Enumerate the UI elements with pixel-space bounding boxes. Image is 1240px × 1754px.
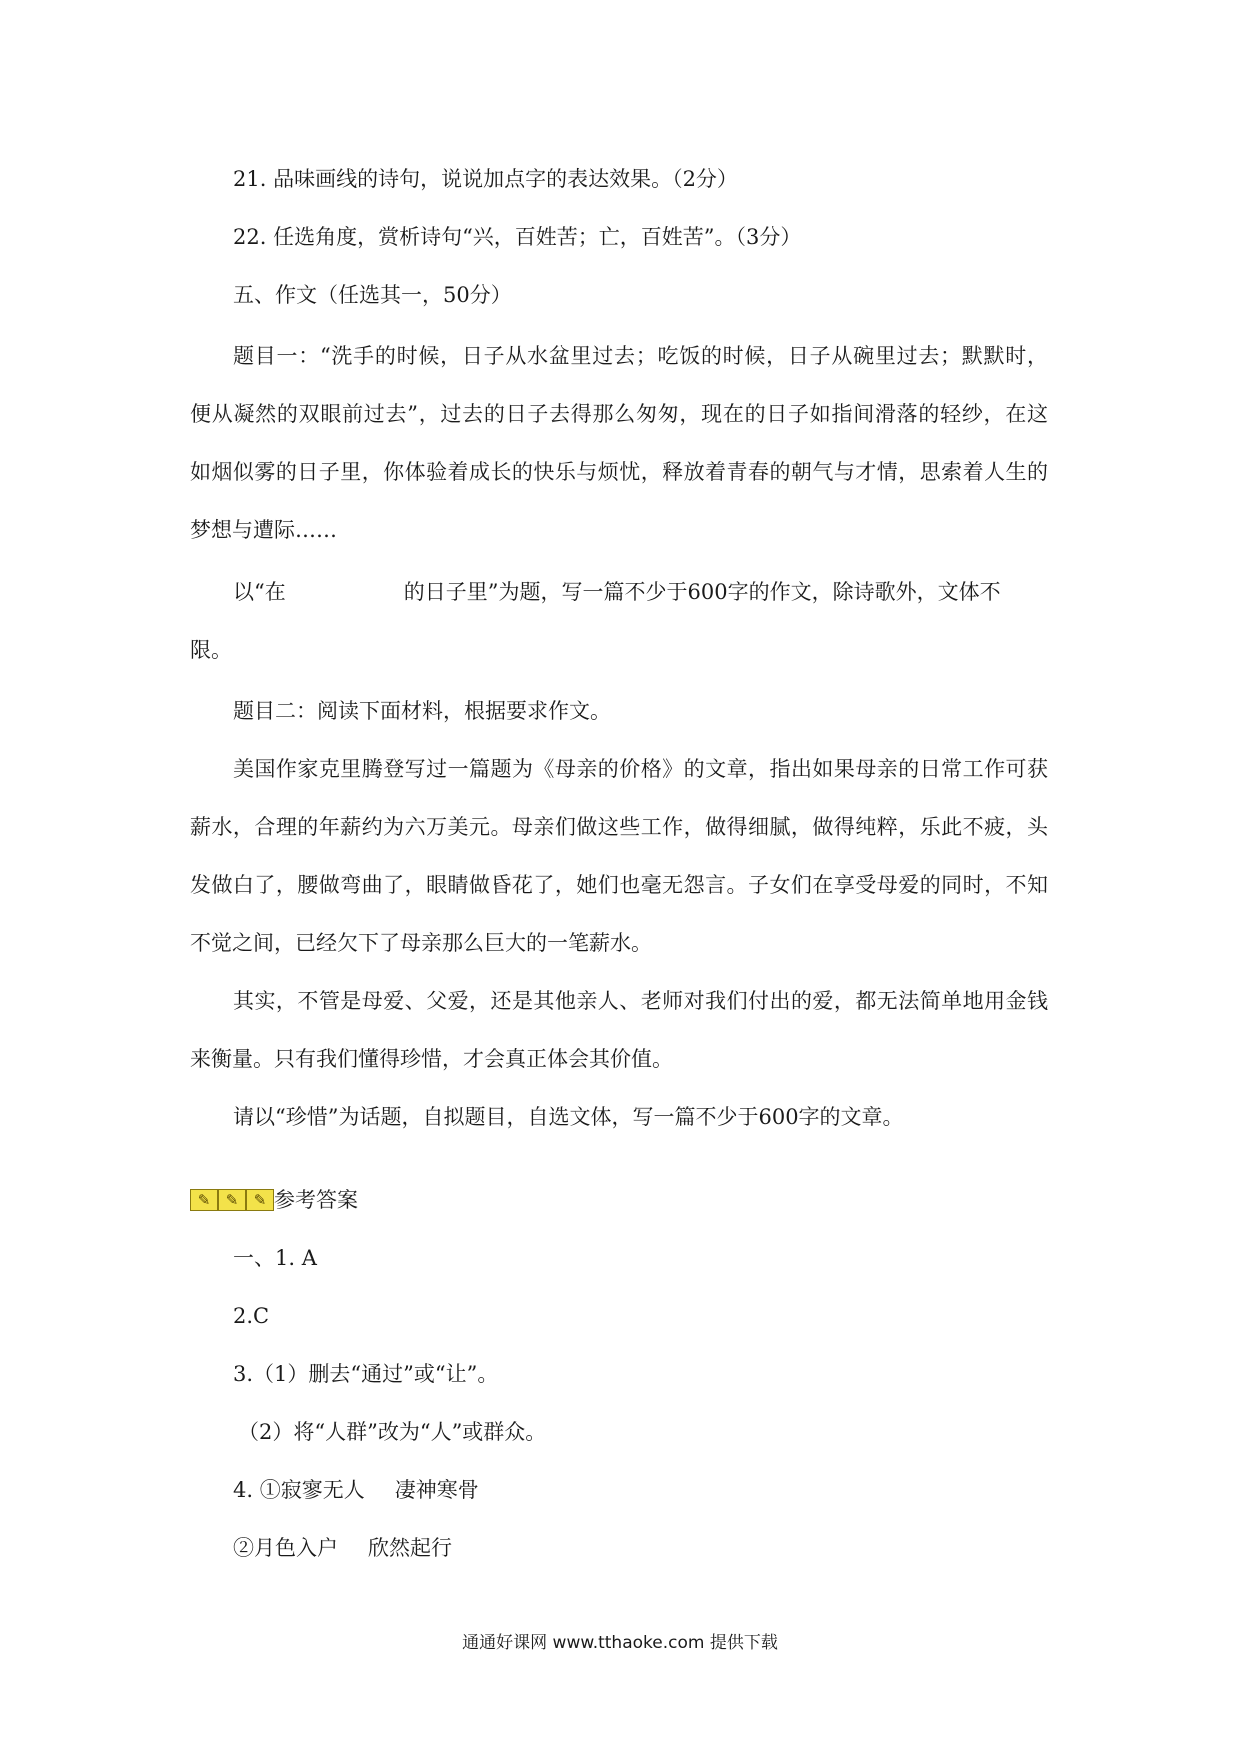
question-22: 22. 任选角度，赏析诗句“兴，百姓苦；亡，百姓苦”。（3分） [233,225,802,249]
topic2-title: 题目二：阅读下面材料，根据要求作文。 [233,699,611,723]
answer-3-1: 3.（1）删去“通过”或“让”。 [233,1362,499,1386]
requirement-prefix: 以“在 [233,580,286,604]
topic2-line4: 不觉之间，已经欠下了母亲那么巨大的一笔薪水。 [190,931,652,955]
answer-1: 一、1. A [233,1246,317,1270]
answer-2: 2.C [233,1304,270,1328]
answer-4-1-part1: 4. ①寂寥无人 [233,1478,365,1502]
topic2-line2: 薪水，合理的年薪约为六万美元。母亲们做这些工作，做得细腻，做得纯粹，乐此不疲，头 [190,815,1048,839]
answers-heading: 参考答案 [274,1188,358,1212]
answer-4-1 [233,1476,479,1504]
topic1-requirement [233,578,1001,606]
answer-icon-group [190,1189,274,1211]
answer-4-2-part1: ②月色入户 [233,1536,338,1560]
topic2-line1: 美国作家克里腾登写过一篇题为《母亲的价格》的文章，指出如果母亲的日常工作可获 [233,757,1048,781]
page-footer: 通通好课网 www.tthaoke.com 提供下载 [462,1633,778,1653]
answer-4-1-part2: 凄神寒骨 [394,1478,479,1502]
answer-4-2-part2: 欣然起行 [368,1536,452,1560]
topic1-line1: 题目一：“洗手的时候，日子从水盆里过去；吃饭的时候，日子从碗里过去；默默时， [233,344,1048,368]
topic2-line6: 来衡量。只有我们懂得珍惜，才会真正体会其价值。 [190,1047,673,1071]
answer-3-2: （2）将“人群”改为“人”或群众。 [238,1420,547,1444]
topic2-line7: 请以“珍惜”为话题，自拟题目，自选文体，写一篇不少于600字的文章。 [233,1105,904,1129]
question-21: 21. 品味画线的诗句，说说加点字的表达效果。（2分） [233,167,738,191]
topic2-line3: 发做白了，腰做弯曲了，眼睛做昏花了，她们也毫无怨言。子女们在享受母爱的同时，不知 [190,873,1048,897]
topic2-line5: 其实，不管是母爱、父爱，还是其他亲人、老师对我们付出的爱，都无法简单地用金钱 [233,989,1048,1013]
topic1-line2: 便从凝然的双眼前过去”，过去的日子去得那么匆匆，现在的日子如指间滑落的轻纱，在这 [190,402,1048,426]
answer-4-2 [233,1534,452,1562]
pencil-icon: ✎ [218,1189,246,1211]
topic1-line4: 梦想与遭际…… [190,518,337,542]
topic1-line3: 如烟似雾的日子里，你体验着成长的快乐与烦忧，释放着青春的朝气与才情，思索着人生的 [190,460,1048,484]
topic1-requirement-end: 限。 [190,638,232,662]
requirement-suffix: 的日子里”为题，写一篇不少于600字的作文，除诗歌外，文体不 [403,580,1001,604]
section-essay-heading: 五、作文（任选其一，50分） [233,283,512,307]
pencil-icon: ✎ [190,1189,218,1211]
pencil-icon: ✎ [246,1189,274,1211]
